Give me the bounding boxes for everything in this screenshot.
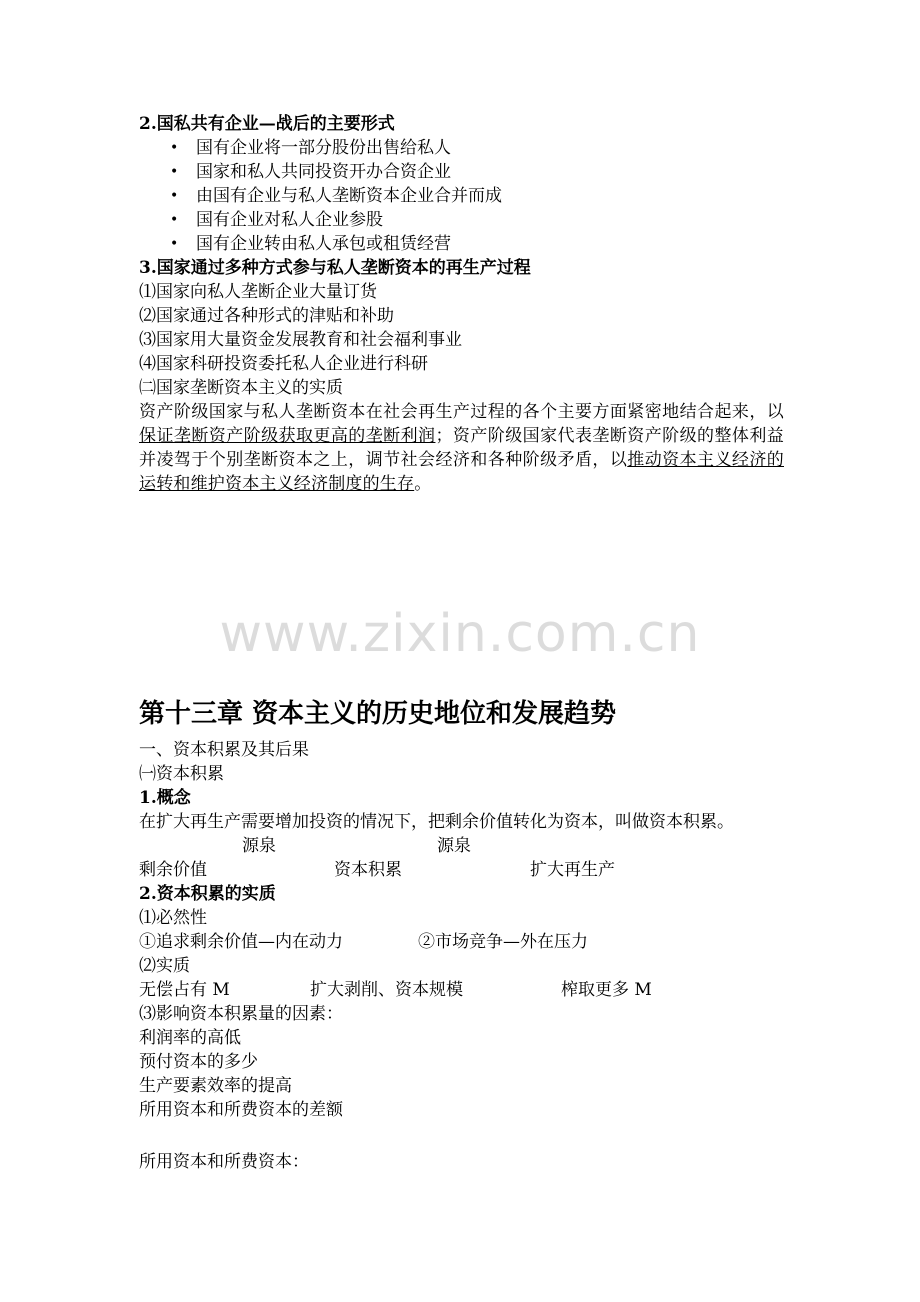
list-item: 国有企业对私人企业参股	[196, 210, 383, 230]
list-item: 国家和私人共同投资开办合资企业	[196, 162, 451, 182]
substance-item: 无偿占有 M	[139, 980, 230, 1000]
flow-item: 剩余价值	[139, 860, 207, 880]
list-item: ⑷国家科研投资委托私人企业进行科研	[139, 354, 428, 374]
chapter-title: 第十三章 资本主义的历史地位和发展趋势	[139, 699, 617, 729]
list-item: 生产要素效率的提高	[139, 1076, 292, 1096]
essence-heading: ㈡国家垄断资本主义的实质	[139, 378, 343, 398]
bullet-icon: •	[170, 164, 179, 180]
concept-text: 在扩大再生产需要增加投资的情况下，把剩余价值转化为资本，叫做资本积累。	[139, 812, 734, 832]
bullet-icon: •	[170, 212, 179, 228]
flow-item: 资本积累	[334, 860, 402, 880]
list-item: 利润率的高低	[139, 1028, 241, 1048]
watermark: www.zixin.com.cn	[219, 604, 701, 664]
flow-label: 源泉	[437, 836, 471, 856]
list-item: 预付资本的多少	[139, 1052, 258, 1072]
paragraph-text: ；资产阶级国家代表垄断资产阶级的整体利益并凌驾于个别垄断资本之上，调节社会经济和各种阶级矛盾，以	[139, 426, 785, 470]
list-item: ⑵国家通过各种形式的津贴和补助	[139, 306, 394, 326]
list-item: ⑶国家用大量资金发展教育和社会福利事业	[139, 330, 462, 350]
list-item: 所用资本和所费资本的差额	[139, 1100, 343, 1120]
list-item: ⑴国家向私人垄断企业大量订货	[139, 282, 377, 302]
substance-heading: ⑵实质	[139, 956, 190, 976]
necessity-heading: ⑴必然性	[139, 908, 207, 928]
flow-label: 源泉	[242, 836, 276, 856]
paragraph-text: 资产阶级国家与私人垄断资本在社会再生产过程的各个主要方面紧密地结合起来，以	[139, 402, 784, 422]
bullet-icon: •	[170, 140, 179, 156]
underlined-phrase: 保证垄断资产阶级获取更高的垄断利润	[139, 426, 436, 446]
essence-paragraph	[139, 400, 784, 496]
flow-item: 扩大再生产	[530, 860, 615, 880]
bullet-icon: •	[170, 236, 179, 252]
factors-title: ⑶影响资本积累量的因素：	[139, 1004, 343, 1024]
closing-line: 所用资本和所费资本：	[139, 1152, 309, 1172]
list-item: 国有企业将一部分股份出售给私人	[196, 138, 451, 158]
essence-title: 2.资本积累的实质	[139, 884, 276, 904]
section-3-title: 3.国家通过多种方式参与私人垄断资本的再生产过程	[139, 258, 531, 278]
concept-title: 1.概念	[139, 788, 191, 808]
list-item: 国有企业转由私人承包或租赁经营	[196, 234, 451, 254]
list-item: 由国有企业与私人垄断资本企业合并而成	[196, 186, 502, 206]
driver-item: ②市场竞争—外在压力	[418, 932, 588, 952]
paragraph-text: 。	[414, 474, 432, 494]
substance-item: 榨取更多 M	[561, 980, 652, 1000]
bullet-icon: •	[170, 188, 179, 204]
section-heading: 一、资本积累及其后果	[139, 740, 309, 760]
subsection-heading: ㈠资本积累	[139, 764, 224, 784]
driver-item: ①追求剩余价值—内在动力	[139, 932, 343, 952]
section-2-title: 2.国私共有企业—战后的主要形式	[139, 114, 395, 134]
substance-item: 扩大剥削、资本规模	[310, 980, 463, 1000]
underlined-phrase: 推动资本主义经济的运转和维护资本主义经济制度的生存	[139, 450, 784, 494]
